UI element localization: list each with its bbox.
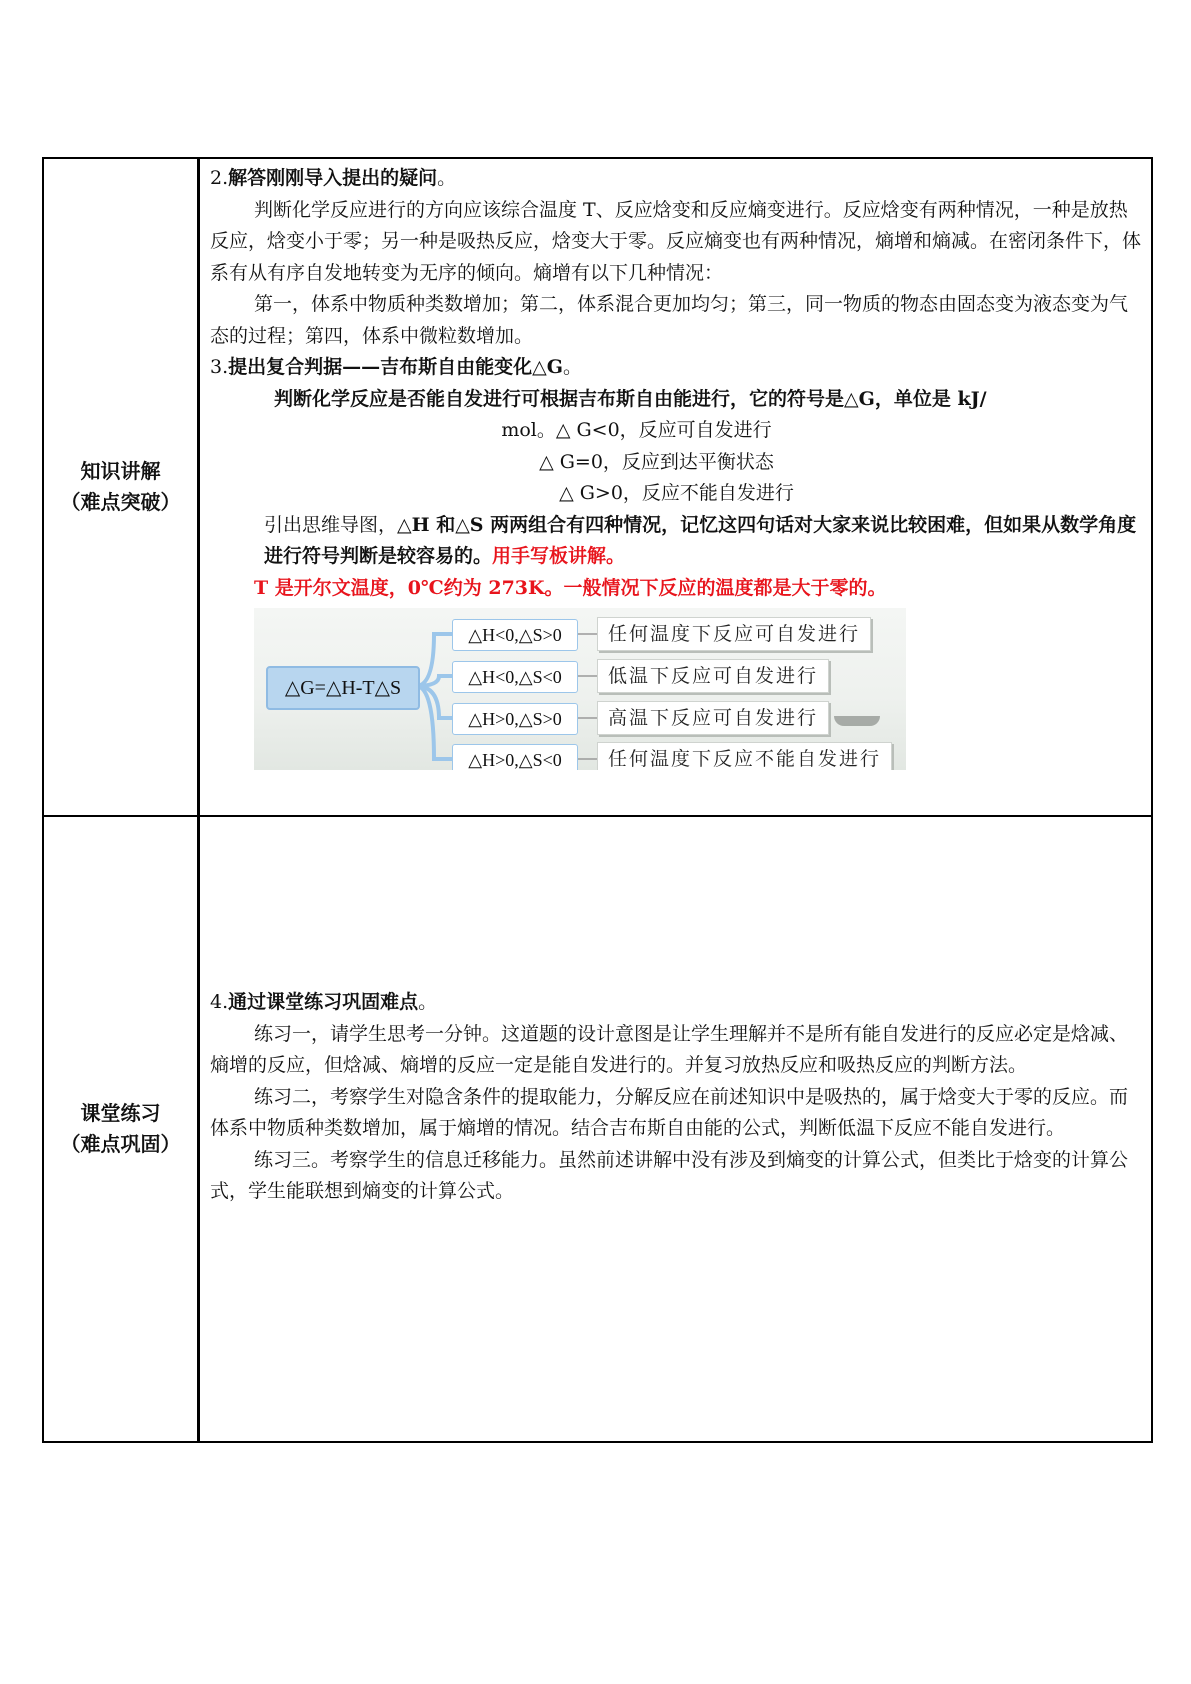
paragraph-mindmap-intro: 引出思维导图，△H 和△S 两两组合有四种情况，记忆这四句话对大家来说比较困难，但如果从数学角度进行符号判断是较容易的。用手写板讲解。 [264, 513, 1137, 567]
table-row-practice [43, 816, 1152, 1442]
row-label-practice [43, 816, 199, 1442]
label-subtitle: （难点巩固） [60, 1132, 181, 1156]
label-title: 课堂练习 [80, 1101, 161, 1125]
paragraph-kelvin-note: T 是开尔文温度，0℃约为 273K。一般情况下反应的温度都是大于零的。 [254, 576, 887, 599]
mind-map-result: 任何温度下反应不能自发进行 [597, 742, 892, 770]
paragraph-entropy-cases: 第一，体系中物质种类数增加；第二，体系混合更加均匀；第三，同一物质的物态由固态变为液态变为气态的过程；第四，体系中微粒数增加。 [210, 293, 1129, 347]
criterion-eq-zero: △ G=0，反应到达平衡状态 [539, 450, 774, 473]
practice-content-cell [199, 816, 1153, 1442]
paragraph-exercise-1: 练习一，请学生思考一分钟。这道题的设计意图是让学生理解并不是所有能自发进行的反应必定是焓减、熵增的反应，但焓减、熵增的反应一定是能自发进行的。并复习放热反应和吸热反应的判断方法。 [210, 1022, 1129, 1076]
label-subtitle: （难点突破） [60, 490, 181, 514]
mind-map-result: 低温下反应可自发进行 [597, 659, 829, 693]
knowledge-content-cell [199, 158, 1153, 816]
lesson-plan-table [42, 157, 1153, 1443]
criterion-lt-zero: mol。△ G<0，反应可自发进行 [501, 419, 772, 441]
paragraph-direction: 判断化学反应进行的方向应该综合温度 T、反应焓变和反应熵变进行。反应焓变有两种情况，一种是放热反应，焓变小于零；另一种是吸热反应，焓变大于零。反应熵变也有两种情况，熵增和熵减。在密闭条件下，体系有从有序自发地转变为无序的倾向。熵增有以下几种情况： [210, 198, 1142, 284]
section-heading-2: 2.解答刚刚导入提出的疑问。 [210, 167, 457, 189]
paragraph-gibbs-intro: 判断化学反应是否能自发进行可根据吉布斯自由能进行，它的符号是△G，单位是 kJ/ [274, 387, 987, 410]
section-heading-4: 4.通过课堂练习巩固难点。 [210, 991, 438, 1013]
section-heading-3: 3.提出复合判据——吉布斯自由能变化△G。 [210, 356, 582, 378]
row-label-knowledge [43, 158, 199, 816]
mind-map-root: △G=△H-T△S [266, 666, 420, 710]
criterion-gt-zero: △ G>0，反应不能自发进行 [559, 482, 794, 504]
boat-decoration [834, 716, 880, 726]
label-title: 知识讲解 [80, 459, 161, 483]
mind-map-result: 高温下反应可自发进行 [597, 701, 829, 735]
mind-map-condition: △H<0,△S>0 [452, 619, 578, 651]
mind-map-condition: △H>0,△S<0 [452, 744, 578, 770]
mind-map-condition: △H<0,△S<0 [452, 661, 578, 693]
table-row-knowledge [43, 158, 1152, 816]
paragraph-exercise-3: 练习三。考察学生的信息迁移能力。虽然前述讲解中没有涉及到熵变的计算公式，但类比于焓变的计算公式，学生能联想到熵变的计算公式。 [210, 1148, 1129, 1202]
mind-map [254, 608, 906, 770]
mind-map-condition: △H>0,△S>0 [452, 703, 578, 735]
mind-map-result: 任何温度下反应可自发进行 [597, 617, 871, 651]
paragraph-exercise-2: 练习二，考察学生对隐含条件的提取能力，分解反应在前述知识中是吸热的，属于焓变大于零的反应。而体系中物质种类数增加，属于熵增的情况。结合吉布斯自由能的公式，判断低温下反应不能自发进行。 [210, 1085, 1129, 1139]
